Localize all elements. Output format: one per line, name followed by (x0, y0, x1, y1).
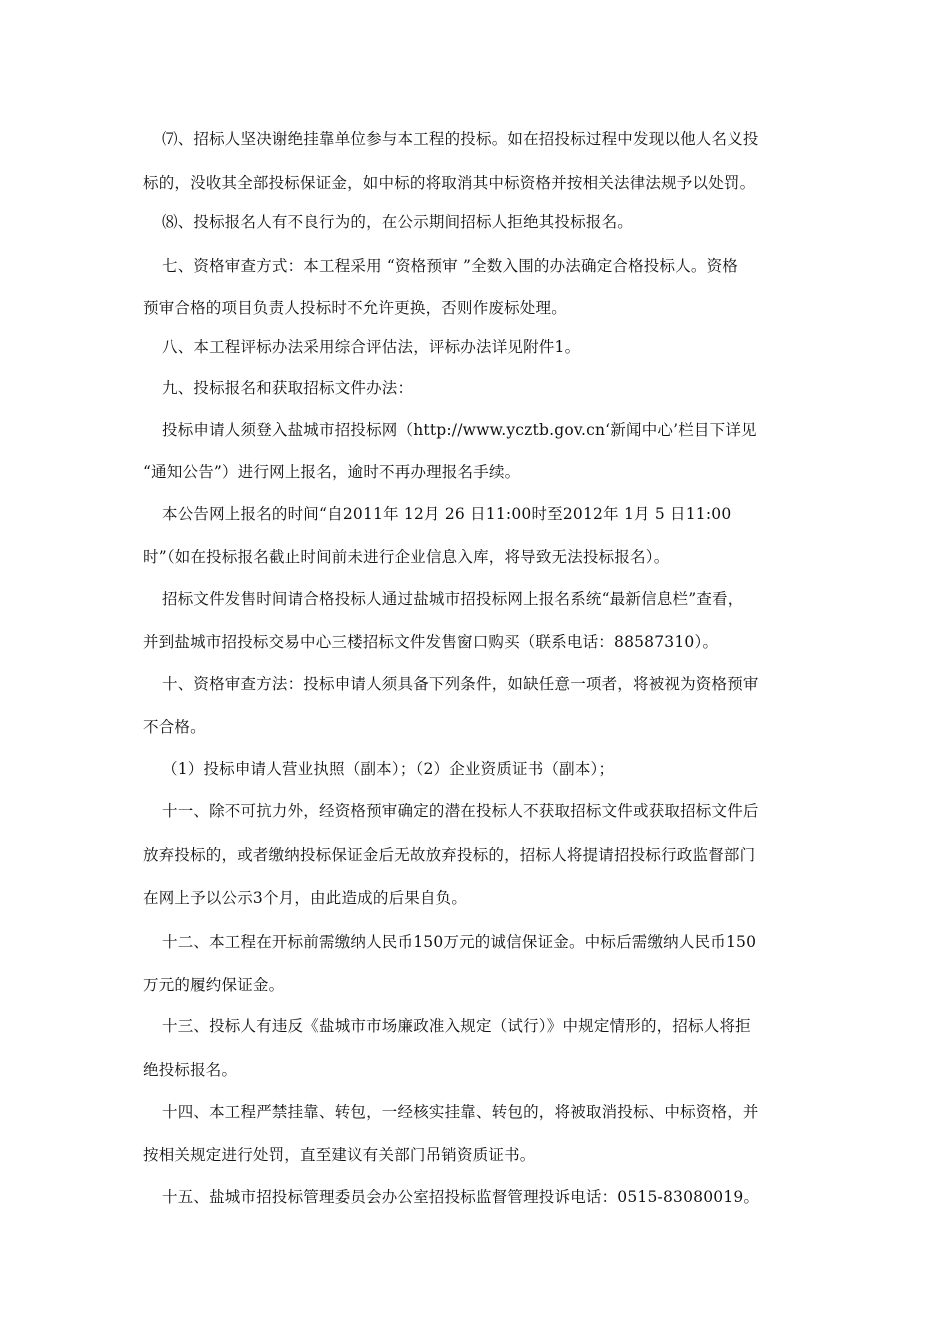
paragraph-line: 不合格。 (143, 718, 206, 736)
paragraph-line: 十二、本工程在开标前需缴纳人民币150万元的诚信保证金。中标后需缴纳人民币150 (162, 933, 757, 951)
paragraph-line: 十三、投标人有违反《盐城市市场廉政准入规定（试行）》中规定情形的，招标人将拒 (162, 1017, 751, 1035)
paragraph-line: （1）投标申请人营业执照（副本）；（2）企业资质证书（副本）； (162, 760, 615, 778)
paragraph-line: 预审合格的项目负责人投标时不允许更换，否则作废标处理。 (143, 299, 567, 317)
paragraph-line: “通知公告”）进行网上报名，逾时不再办理报名手续。 (143, 463, 521, 481)
paragraph-line: ⑺、招标人坚决谢绝挂靠单位参与本工程的投标。如在招投标过程中发现以他人名义投 (162, 130, 759, 148)
paragraph-line: 并到盐城市招投标交易中心三楼招标文件发售窗口购买（联系电话：88587310）。 (143, 633, 719, 651)
paragraph-line: 时”（如在投标报名截止时间前未进行企业信息入库，将导致无法投标报名）。 (143, 548, 670, 566)
paragraph-line: 标的，没收其全部投标保证金，如中标的将取消其中标资格并按相关法律法规予以处罚。 (143, 174, 756, 192)
paragraph-line: 放弃投标的，或者缴纳投标保证金后无故放弃投标的，招标人将提请招投标行政监督部门 (143, 846, 756, 864)
paragraph-line: 十五、盐城市招投标管理委员会办公室招投标监督管理投诉电话：0515-83080019。 (162, 1188, 760, 1206)
paragraph-line: 十四、本工程严禁挂靠、转包，一经核实挂靠、转包的，将被取消投标、中标资格，并 (162, 1103, 759, 1121)
paragraph-line: 八、本工程评标办法采用综合评估法，评标办法详见附件1。 (162, 338, 581, 356)
paragraph-line: 绝投标报名。 (143, 1061, 238, 1079)
paragraph-line: 九、投标报名和获取招标文件办法： (162, 379, 414, 397)
paragraph-line: ⑻、投标报名人有不良行为的，在公示期间招标人拒绝其投标报名。 (162, 213, 634, 231)
paragraph-line: 十一、除不可抗力外，经资格预审确定的潜在投标人不获取招标文件或获取招标文件后 (162, 802, 759, 820)
paragraph-line: 本公告网上报名的时间“自2011年 12月 26 日11:00时至2012年 1月 5 日11:00 (162, 505, 732, 523)
paragraph-line: 万元的履约保证金。 (143, 976, 285, 994)
paragraph-line: 投标申请人须登入盐城市招投标网（http://www.ycztb.gov.cn‘新闻中心’栏目下详见 (162, 421, 757, 439)
paragraph-line: 在网上予以公示3个月，由此造成的后果自负。 (143, 889, 468, 907)
paragraph-line: 十、资格审查方法：投标申请人须具备下列条件，如缺任意一项者，将被视为资格预审 (162, 675, 759, 693)
paragraph-line: 按相关规定进行处罚，直至建议有关部门吊销资质证书。 (143, 1146, 536, 1164)
paragraph-line: 招标文件发售时间请合格投标人通过盐城市招投标网上报名系统“最新信息栏”查看， (162, 590, 744, 608)
paragraph-line: 七、资格审查方式：本工程采用 “资格预审 ”全数入围的办法确定合格投标人。资格 (162, 257, 739, 275)
